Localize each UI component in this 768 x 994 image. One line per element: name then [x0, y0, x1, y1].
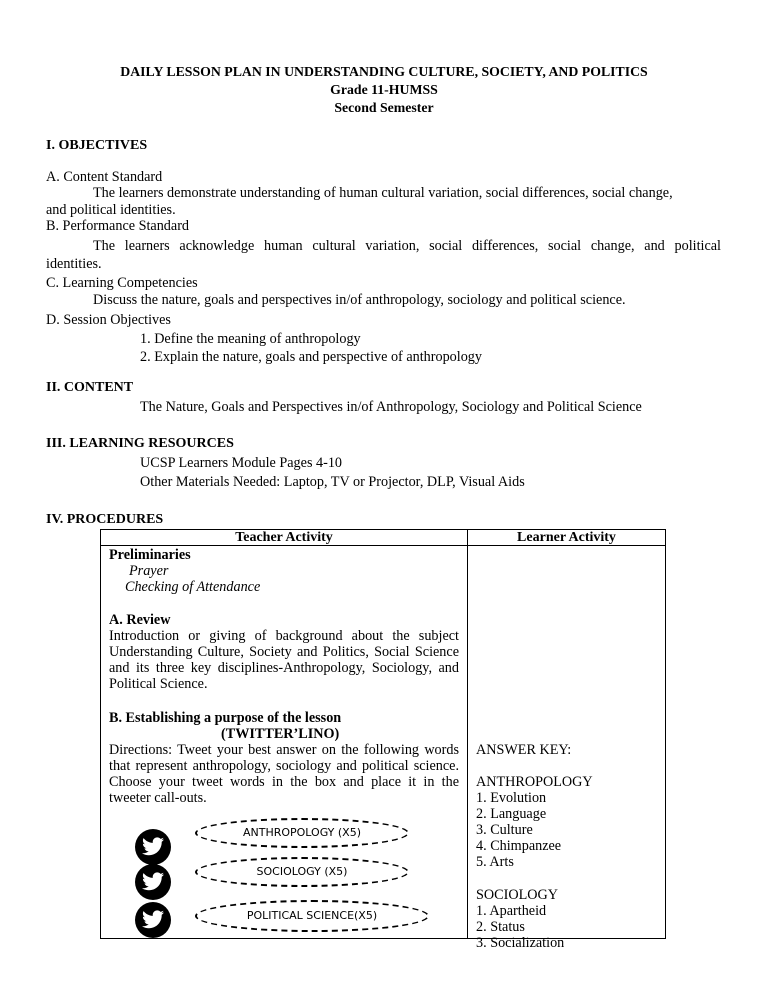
list-item: 2. Status [476, 919, 525, 935]
objectives-heading: I. OBJECTIVES [46, 138, 148, 153]
purpose-subheading: (TWITTER’LINO) [221, 726, 340, 742]
twitter-bird-icon [135, 902, 171, 938]
attendance-item: Checking of Attendance [125, 579, 261, 595]
twitter-bird-icon [135, 829, 171, 865]
sociology-answers-heading: SOCIOLOGY [476, 887, 558, 903]
anthropology-answers-heading: ANTHROPOLOGY [476, 774, 593, 790]
anthropology-callout-label: ANTHROPOLOGY (X5) [242, 826, 362, 839]
performance-standard-text-1: The learners acknowledge human cultural variation, social differences, social change, and political [93, 238, 721, 254]
directions-text: Directions: Tweet your best answer on the following words that represent anthropology, sociology and political science. Choose your tweet words in the box and place it in the tweeter call-outs. [109, 742, 459, 806]
list-item: 2. Language [476, 806, 547, 822]
content-standard-text-2: and political identities. [46, 202, 176, 218]
learner-activity-header: Learner Activity [468, 530, 666, 546]
performance-standard-label: B. Performance Standard [46, 218, 190, 234]
procedures-table [100, 529, 666, 951]
review-heading: A. Review [109, 612, 171, 628]
teacher-activity-cell [101, 546, 468, 939]
grade-label: Grade 11-HUMSS [330, 82, 438, 97]
list-item: 4. Chimpanzee [476, 838, 562, 854]
session-objectives-label: D. Session Objectives [46, 312, 171, 328]
preliminaries-heading: Preliminaries [109, 547, 191, 563]
teacher-activity-header: Teacher Activity [101, 530, 468, 546]
content-standard-text-1: The learners demonstrate understanding of human cultural variation, social differences, social change, [93, 185, 673, 201]
procedures-heading: IV. PROCEDURES [46, 512, 164, 527]
content-text: The Nature, Goals and Perspectives in/of Anthropology, Sociology and Political Science [140, 399, 642, 415]
content-heading: II. CONTENT [46, 380, 134, 395]
answer-key-label: ANSWER KEY: [476, 742, 572, 758]
list-item: 3. Culture [476, 822, 533, 838]
resources-line-1: UCSP Learners Module Pages 4-10 [140, 455, 343, 471]
sociology-callout[interactable] [195, 857, 409, 887]
list-item: 3. Socialization [476, 935, 565, 951]
document-title: DAILY LESSON PLAN IN UNDERSTANDING CULTURE, SOCIETY, AND POLITICS [120, 64, 648, 79]
purpose-heading: B. Establishing a purpose of the lesson [109, 710, 342, 726]
anthropology-callout[interactable] [195, 818, 409, 848]
resources-line-2: Other Materials Needed: Laptop, TV or Projector, DLP, Visual Aids [140, 474, 525, 490]
twitter-bird-icon [135, 864, 171, 900]
competencies-text: Discuss the nature, goals and perspectives in/of anthropology, sociology and political science. [93, 292, 626, 308]
learner-activity-cell [468, 546, 666, 951]
session-objective-1: 1. Define the meaning of anthropology [140, 331, 361, 347]
semester-label: Second Semester [334, 100, 434, 115]
session-objective-2: 2. Explain the nature, goals and perspective of anthropology [140, 349, 482, 365]
political-science-callout[interactable] [195, 900, 429, 932]
sociology-callout-label: SOCIOLOGY (X5) [256, 865, 348, 878]
resources-heading: III. LEARNING RESOURCES [46, 436, 234, 451]
document-header [0, 63, 768, 117]
competencies-label: C. Learning Competencies [46, 275, 198, 291]
political-science-callout-label: POLITICAL SCIENCE(X5) [246, 909, 378, 922]
review-text: Introduction or giving of background about the subject Understanding Culture, Society and Politics, Social Science and its three key disciplines-Anthropology, Sociology, and Political Science. [109, 628, 459, 692]
list-item: 5. Arts [476, 854, 514, 870]
prayer-item: Prayer [129, 563, 169, 579]
performance-standard-text-2: identities. [46, 256, 102, 272]
list-item: 1. Evolution [476, 790, 547, 806]
list-item: 1. Apartheid [476, 903, 547, 919]
content-standard-label: A. Content Standard [46, 169, 163, 185]
